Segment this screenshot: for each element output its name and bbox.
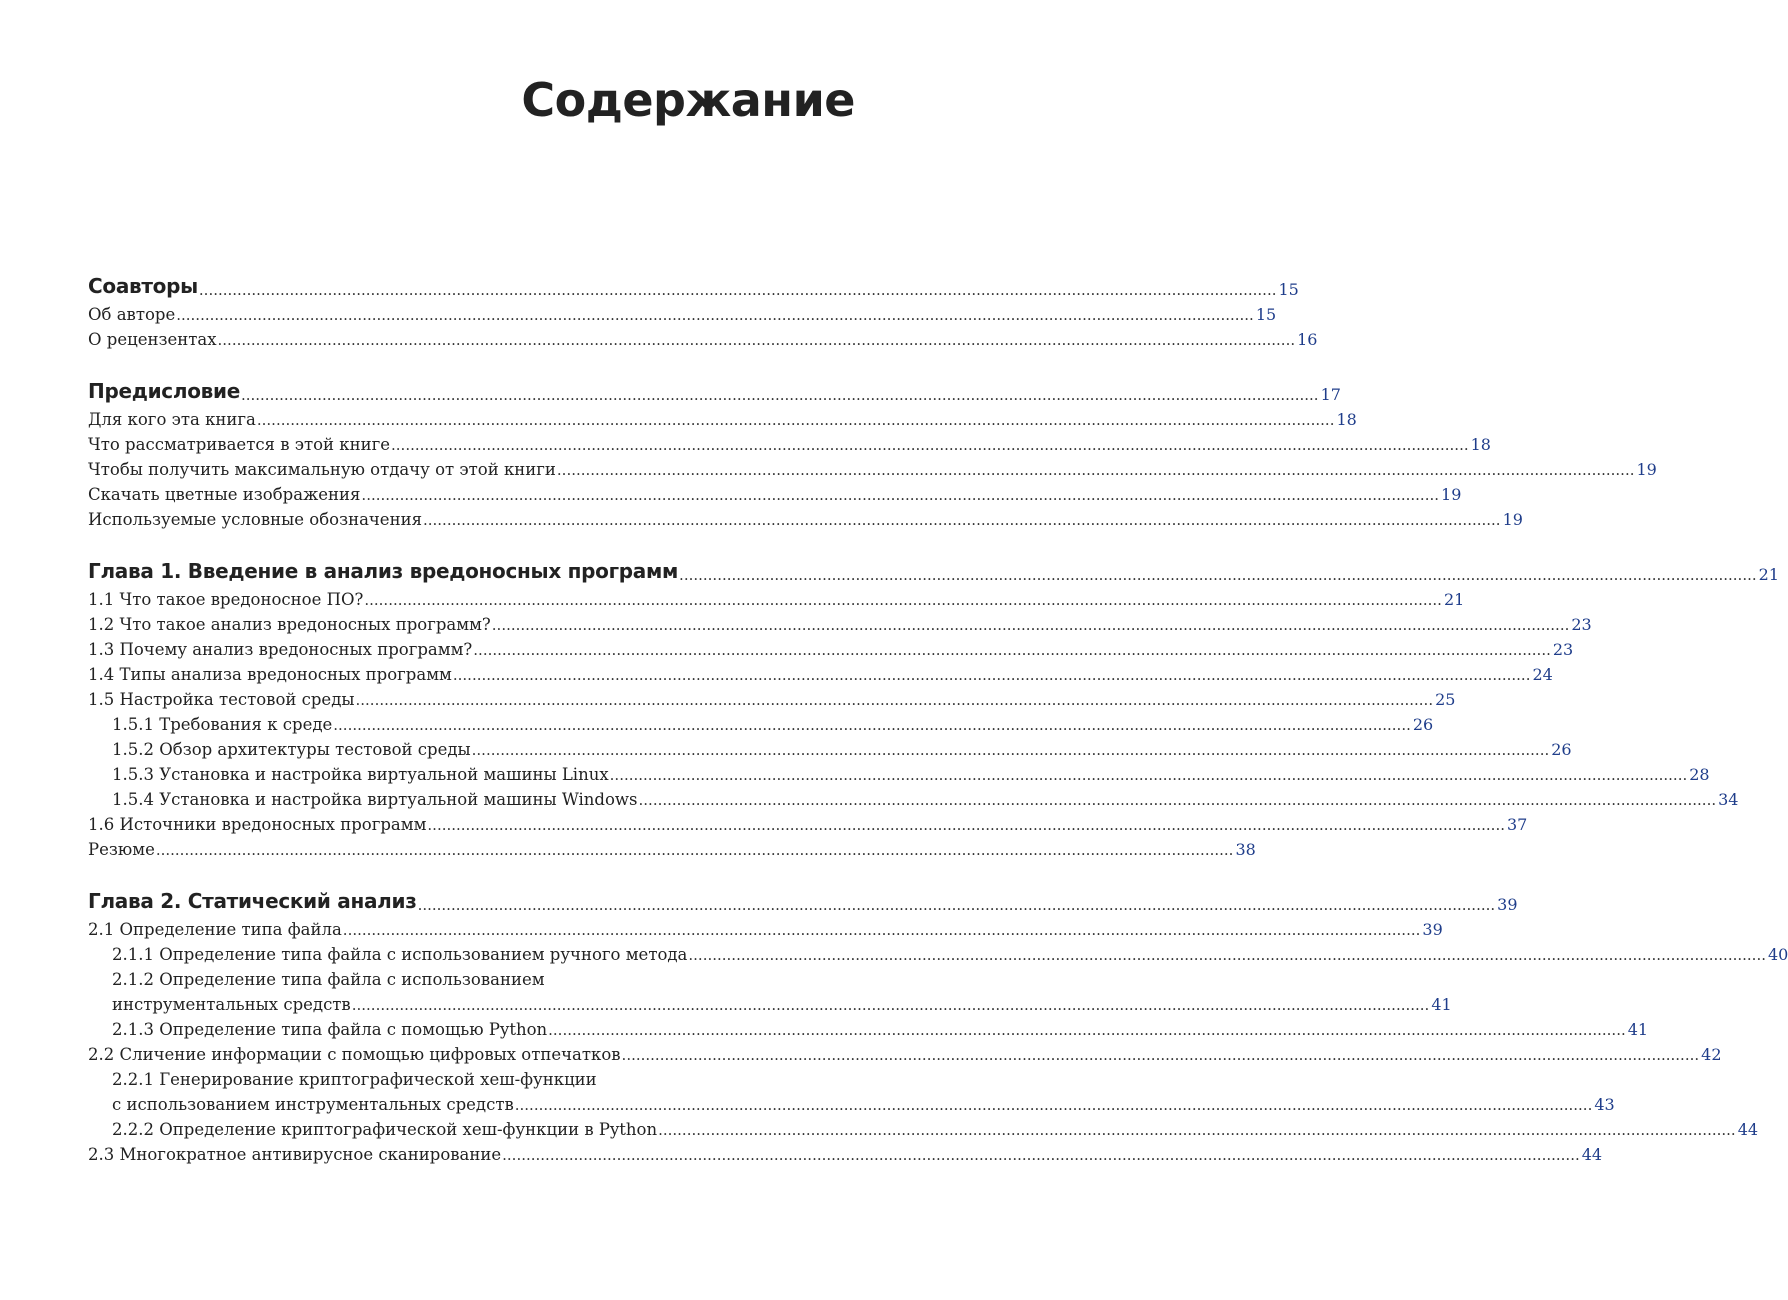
- toc-entry-title: 1.6 Источники вредоносных программ: [88, 815, 427, 834]
- toc-entry-row[interactable]: [88, 760, 1710, 785]
- section-gap: [88, 530, 855, 547]
- toc-entry-title: 2.1.2 Определение типа файла с использованием: [112, 970, 545, 989]
- toc-page-number[interactable]: 43: [1594, 1095, 1615, 1114]
- toc-entry-title: О рецензентах: [88, 330, 217, 349]
- dot-leader: ..................................................................................................................................................................................................................................: [342, 921, 1421, 939]
- toc-entry-row[interactable]: [88, 735, 1572, 760]
- toc-entry-title: Для кого эта книга: [88, 410, 256, 429]
- toc-entry-title-continuation: инструментальных средств: [112, 995, 351, 1014]
- toc-page-number[interactable]: 37: [1507, 815, 1528, 834]
- toc-entry-title: 2.1.1 Определение типа файла с использованием ручного метода: [112, 945, 688, 964]
- toc-page-number[interactable]: 41: [1431, 995, 1452, 1014]
- toc-entry-row[interactable]: [88, 785, 1739, 810]
- toc-entry-row[interactable]: [88, 810, 1528, 835]
- dot-leader: ..................................................................................................................................................................................................................................: [638, 791, 1717, 809]
- toc-entry-title: 1.5 Настройка тестовой среды: [88, 690, 355, 709]
- toc-page-number[interactable]: 16: [1297, 330, 1318, 349]
- toc-entry-title: 1.4 Типы анализа вредоносных программ: [88, 665, 452, 684]
- dot-leader: ..................................................................................................................................................................................................................................: [176, 306, 1254, 324]
- dot-leader: ..................................................................................................................................................................................................................................: [364, 591, 1442, 609]
- toc-entry-row[interactable]: [88, 325, 1318, 350]
- toc-page-number[interactable]: 44: [1581, 1145, 1603, 1164]
- page-title: Содержание: [521, 73, 855, 127]
- toc-page-number[interactable]: 15: [1255, 305, 1277, 324]
- toc-page-number[interactable]: 38: [1235, 840, 1256, 859]
- dot-leader: ..................................................................................................................................................................................................................................: [556, 461, 1635, 479]
- dot-leader: ..................................................................................................................................................................................................................................: [688, 946, 1766, 964]
- dot-leader: ..................................................................................................................................................................................................................................: [609, 766, 1688, 784]
- toc-chapter-row[interactable]: [88, 262, 1299, 300]
- toc-page-number[interactable]: 19: [1441, 485, 1462, 504]
- table-of-contents: [88, 262, 1788, 1165]
- toc-entry-title: 1.5.1 Требования к среде: [112, 715, 333, 734]
- toc-page-number[interactable]: 26: [1412, 715, 1434, 734]
- toc-page-number[interactable]: 25: [1435, 690, 1456, 709]
- toc-page-number[interactable]: 19: [1502, 510, 1523, 529]
- dot-leader: ..................................................................................................................................................................................................................................: [502, 1146, 1580, 1164]
- toc-page-number[interactable]: 24: [1532, 665, 1553, 684]
- toc-entry-title: Резюме: [88, 840, 155, 859]
- toc-page-number[interactable]: 44: [1737, 1120, 1759, 1139]
- toc-page-number[interactable]: 40: [1767, 945, 1788, 964]
- toc-page-number[interactable]: 15: [1278, 280, 1299, 299]
- dot-leader: ..................................................................................................................................................................................................................................: [658, 1121, 1736, 1139]
- toc-entry-row[interactable]: [88, 1090, 1615, 1115]
- toc-chapter-title: Глава 1. Введение в анализ вредоносных программ: [88, 559, 679, 583]
- toc-entry-row[interactable]: [88, 405, 1357, 430]
- toc-entry-title: 1.5.3 Установка и настройка виртуальной машины Linux: [112, 765, 609, 784]
- toc-entry-title: 1.5.2 Обзор архитектуры тестовой среды: [112, 740, 471, 759]
- toc-entry-title: 2.2 Сличение информации с помощью цифровых отпечатков: [88, 1045, 621, 1064]
- toc-page-number[interactable]: 26: [1551, 740, 1572, 759]
- toc-entry-title: 1.1 Что такое вредоносное ПО?: [88, 590, 364, 609]
- dot-leader: ..................................................................................................................................................................................................................................: [391, 436, 1469, 454]
- toc-entry-row[interactable]: [88, 990, 1452, 1015]
- toc-entry-title: Об авторе: [88, 305, 176, 324]
- toc-entry-title: 1.2 Что такое анализ вредоносных программ?: [88, 615, 491, 634]
- toc-entry-row[interactable]: [88, 455, 1657, 480]
- dot-leader: ..................................................................................................................................................................................................................................: [471, 741, 1550, 759]
- section-gap: [88, 860, 855, 877]
- toc-page-number[interactable]: 39: [1497, 895, 1518, 914]
- toc-page-number[interactable]: 21: [1443, 590, 1465, 609]
- dot-leader: ..................................................................................................................................................................................................................................: [621, 1046, 1700, 1064]
- toc-page-number[interactable]: 34: [1718, 790, 1739, 809]
- toc-entry-title: Используемые условные обозначения: [88, 510, 422, 529]
- toc-entry-row[interactable]: [88, 300, 1277, 325]
- toc-entry-row[interactable]: [88, 1015, 1649, 1040]
- dot-leader: ..................................................................................................................................................................................................................................: [333, 716, 1411, 734]
- toc-page-number[interactable]: 18: [1470, 435, 1491, 454]
- toc-entry-title: 2.2.1 Генерирование криптографической хеш-функции: [112, 1070, 597, 1089]
- toc-page-number[interactable]: 39: [1422, 920, 1443, 939]
- dot-leader: ..................................................................................................................................................................................................................................: [417, 896, 1496, 914]
- toc-entry-title: 2.1 Определение типа файла: [88, 920, 342, 939]
- toc-page-number[interactable]: 19: [1636, 460, 1657, 479]
- toc-page-number[interactable]: 28: [1689, 765, 1710, 784]
- dot-leader: ..................................................................................................................................................................................................................................: [355, 691, 1434, 709]
- toc-entry-row[interactable]: [88, 940, 1788, 965]
- dot-leader: ..................................................................................................................................................................................................................................: [361, 486, 1440, 504]
- toc-entry-row[interactable]: [88, 430, 1491, 455]
- toc-page-number[interactable]: 41: [1627, 1020, 1649, 1039]
- toc-entry-title: 1.3 Почему анализ вредоносных программ?: [88, 640, 473, 659]
- dot-leader: ..................................................................................................................................................................................................................................: [452, 666, 1531, 684]
- toc-page-number[interactable]: 23: [1571, 615, 1592, 634]
- dot-leader: ..................................................................................................................................................................................................................................: [679, 566, 1757, 584]
- toc-chapter-title: Предисловие: [88, 379, 240, 403]
- dot-leader: ..................................................................................................................................................................................................................................: [427, 816, 1505, 834]
- toc-entry-row[interactable]: [88, 480, 1462, 505]
- toc-entry-row[interactable]: [88, 915, 1443, 940]
- dot-leader: ..................................................................................................................................................................................................................................: [155, 841, 1234, 859]
- toc-chapter-title: Соавторы: [88, 274, 198, 298]
- toc-page-number[interactable]: 21: [1758, 565, 1779, 584]
- toc-entry-row[interactable]: [88, 610, 1592, 635]
- toc-entry-row[interactable]: [88, 505, 1523, 530]
- toc-entry-row[interactable]: [88, 1115, 1759, 1140]
- dot-leader: ..................................................................................................................................................................................................................................: [514, 1096, 1593, 1114]
- toc-entry-title: 2.3 Многократное антивирусное сканирование: [88, 1145, 502, 1164]
- toc-entry-row[interactable]: [88, 710, 1434, 735]
- toc-entry-row[interactable]: [88, 660, 1553, 685]
- dot-leader: ..................................................................................................................................................................................................................................: [548, 1021, 1626, 1039]
- dot-leader: ..................................................................................................................................................................................................................................: [198, 281, 1277, 299]
- toc-page-number[interactable]: 18: [1336, 410, 1357, 429]
- toc-entry-row[interactable]: [88, 585, 1465, 610]
- toc-chapter-title: Глава 2. Статический анализ: [88, 889, 417, 913]
- toc-entry-title: Скачать цветные изображения: [88, 485, 361, 504]
- toc-entry-row[interactable]: [88, 635, 1574, 660]
- toc-chapter-row[interactable]: [88, 547, 1779, 585]
- dot-leader: ..................................................................................................................................................................................................................................: [240, 386, 1319, 404]
- toc-entry-title: 1.5.4 Установка и настройка виртуальной машины Windows: [112, 790, 638, 809]
- dot-leader: ..................................................................................................................................................................................................................................: [422, 511, 1501, 529]
- toc-page-number[interactable]: 17: [1320, 385, 1341, 404]
- toc-page-number[interactable]: 23: [1552, 640, 1574, 659]
- toc-entry-title: Что рассматривается в этой книге: [88, 435, 391, 454]
- toc-entry-row[interactable]: [88, 1140, 1603, 1165]
- toc-entry-row[interactable]: [88, 835, 1256, 860]
- dot-leader: ..................................................................................................................................................................................................................................: [217, 331, 1296, 349]
- toc-entry-title: 2.2.2 Определение криптографической хеш-функции в Python: [112, 1120, 658, 1139]
- toc-entry-row[interactable]: [88, 685, 1456, 710]
- toc-entry-row[interactable]: [88, 1040, 1722, 1065]
- dot-leader: ..................................................................................................................................................................................................................................: [256, 411, 1335, 429]
- toc-entry-title-continuation: с использованием инструментальных средств: [112, 1095, 514, 1114]
- toc-chapter-row[interactable]: [88, 877, 1518, 915]
- toc-entry-title: 2.1.3 Определение типа файла с помощью Python: [112, 1020, 548, 1039]
- section-gap: [88, 350, 855, 367]
- dot-leader: ..................................................................................................................................................................................................................................: [473, 641, 1551, 659]
- dot-leader: ..................................................................................................................................................................................................................................: [491, 616, 1570, 634]
- toc-entry-title: Чтобы получить максимальную отдачу от этой книги: [88, 460, 556, 479]
- toc-chapter-row[interactable]: [88, 367, 1341, 405]
- dot-leader: ..................................................................................................................................................................................................................................: [351, 996, 1430, 1014]
- toc-page-number[interactable]: 42: [1701, 1045, 1722, 1064]
